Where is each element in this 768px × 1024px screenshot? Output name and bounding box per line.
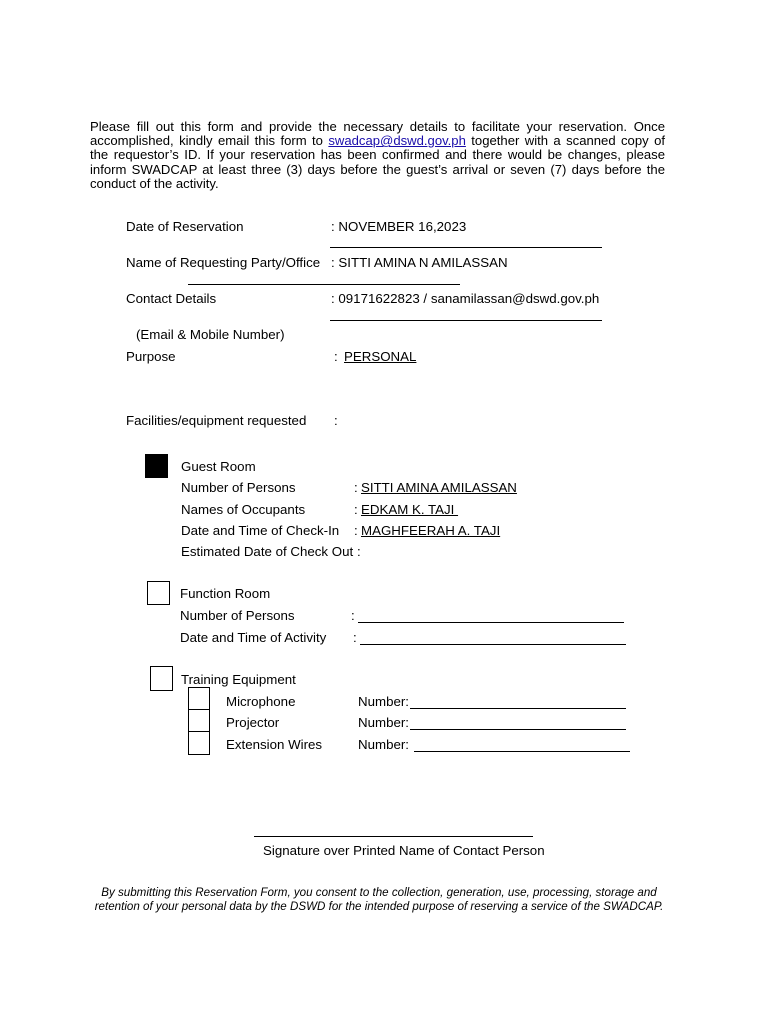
guest-number-of-persons-colon: : [354,480,358,495]
contact-details-label: Contact Details [126,291,217,306]
extension-wires-number-blank[interactable] [414,751,630,752]
function-number-of-persons-label: Number of Persons [180,608,295,623]
function-date-time-colon: : [353,630,357,645]
requesting-party-label: Name of Requesting Party/Office [126,255,321,270]
training-equipment-label: Training Equipment [181,672,296,687]
function-number-of-persons-colon: : [351,608,355,623]
microphone-label: Microphone [226,694,296,709]
function-room-checkbox[interactable] [147,581,170,605]
projector-label: Projector [226,715,280,730]
guest-check-out-colon: : [357,544,361,559]
guest-check-in-colon: : [354,523,358,538]
extension-wires-number-label: Number: [358,737,409,752]
guest-names-of-occupants-label: Names of Occupants [181,502,306,517]
purpose-value[interactable]: PERSONAL [344,349,417,364]
intro-paragraph [90,120,665,191]
date-of-reservation-value[interactable]: : NOVEMBER 16,2023 [331,219,467,234]
contact-details-underline [330,320,602,321]
function-date-time-label: Date and Time of Activity [180,630,327,645]
purpose-colon: : [334,349,338,364]
guest-check-out-label: Estimated Date of Check Out [181,544,354,559]
guest-check-in-value[interactable]: MAGHFEERAH A. TAJI [361,523,501,538]
contact-details-value[interactable]: : 09171622823 / sanamilassan@dswd.gov.ph [331,291,600,306]
purpose-label: Purpose [126,349,176,364]
intro-text-end: together with a scanned copy of the requestor’s ID. If your reservation has been confirmed and there would be changes, please inform SWADCAP at least three (3) days before the guest’s arrival or seven (7) days before the conduct of the activity. [90,133,665,191]
requesting-party-underline [188,284,460,285]
projector-number-label: Number: [358,715,409,730]
facilities-label: Facilities/equipment requested [126,413,307,428]
consent-notice: By submitting this Reservation Form, you consent to the collection, generation, use, processing, storage and retention of your personal data by the DSWD for the intended purpose of reserving a service of the SWADCAP. [94,886,664,913]
requesting-party-value[interactable]: : SITTI AMINA N AMILASSAN [331,255,508,270]
extension-wires-label: Extension Wires [226,737,323,752]
date-of-reservation-label: Date of Reservation [126,219,244,234]
contact-details-sublabel: (Email & Mobile Number) [136,327,285,342]
signature-caption: Signature over Printed Name of Contact Person [263,843,545,858]
extension-wires-checkbox[interactable] [188,731,210,755]
guest-check-in-label: Date and Time of Check-In [181,523,340,538]
guest-room-label: Guest Room [181,459,256,474]
signature-line[interactable] [254,836,533,837]
guest-room-checkbox[interactable] [145,454,168,478]
email-link[interactable]: swadcap@dswd.gov.ph [328,133,466,149]
projector-checkbox[interactable] [188,709,210,733]
projector-number-blank[interactable] [410,729,626,730]
function-room-label: Function Room [180,586,271,601]
microphone-checkbox[interactable] [188,687,210,711]
microphone-number-label: Number: [358,694,409,709]
function-date-time-blank[interactable] [360,644,626,645]
intro-text-start: Please fill out this form and provide the necessary details to facilitate your reservation. Once accomplished, kindly email this form to [90,119,665,149]
guest-names-of-occupants-colon: : [354,502,358,517]
microphone-number-blank[interactable] [410,708,626,709]
guest-names-of-occupants-value[interactable]: EDKAM K. TAJI [361,502,459,517]
function-number-of-persons-blank[interactable] [358,622,624,623]
date-of-reservation-underline [330,247,602,248]
training-equipment-checkbox[interactable] [150,666,173,691]
guest-number-of-persons-label: Number of Persons [181,480,296,495]
facilities-colon: : [334,413,338,428]
guest-number-of-persons-value[interactable]: SITTI AMINA AMILASSAN [361,480,517,495]
